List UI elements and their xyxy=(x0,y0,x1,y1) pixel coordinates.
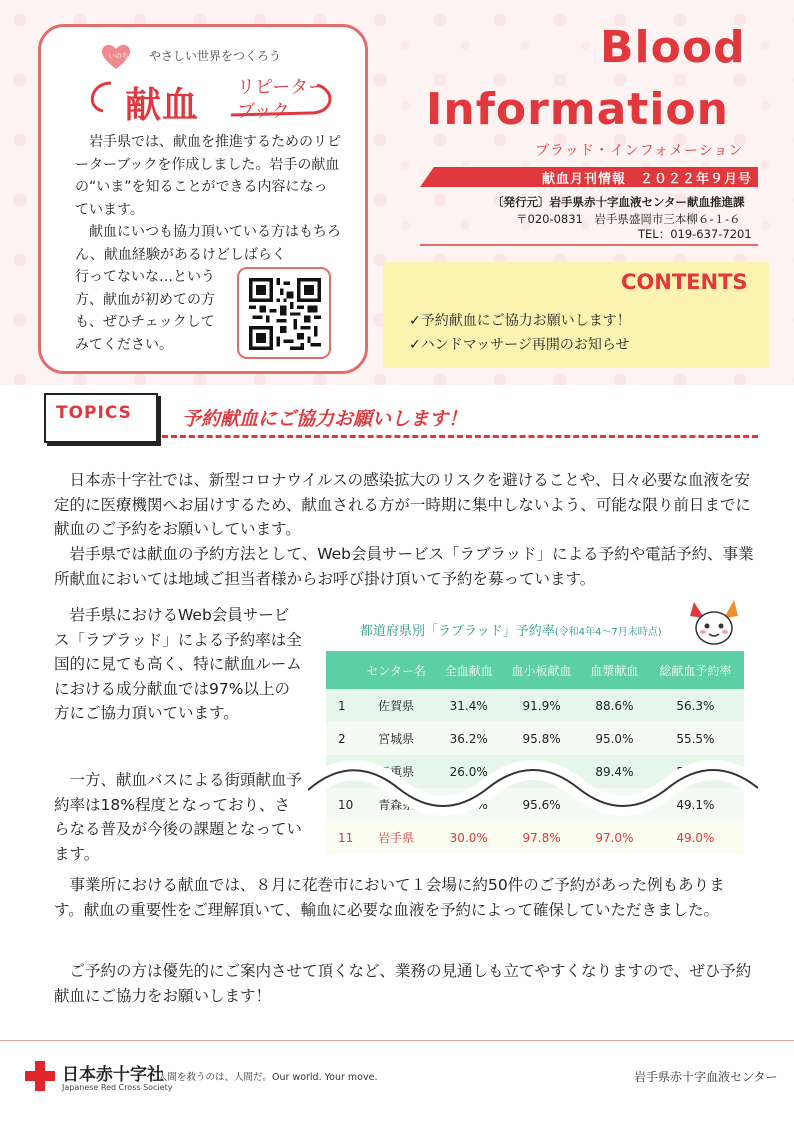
table-cell: 岩手県 xyxy=(356,821,436,854)
booklet-intro-3: 行ってないな…という方、献血が初めての方も、ぜひチェックしてみてください。 xyxy=(75,269,215,353)
table-cell: 1 xyxy=(326,689,356,722)
org-name: 日本赤十字社 xyxy=(62,1065,164,1085)
body-paragraph: 事業所における献血では、８月に花巻市において１会場に約50件のご予約があった例もあります。献血の重要性をご理解頂いて、輸血に必要な血液を予約によって確保していただきました。 xyxy=(54,876,725,919)
table-header: 全血献血 xyxy=(436,651,501,689)
masthead-kana: ブラッド・インフォメーション xyxy=(535,143,744,159)
booklet-slogan: やさしい世界をつくろう xyxy=(149,49,282,63)
booklet-title-sub2: ブック xyxy=(237,101,290,122)
issue-label: 献血月刊情報 ２０２２年９月号 xyxy=(542,172,753,187)
footer-divider xyxy=(0,1040,794,1041)
table-header-row xyxy=(326,651,744,689)
contents-box xyxy=(383,262,769,368)
blood-center-name: 岩手県赤十字血液センター xyxy=(634,1070,778,1084)
body-paragraph: 岩手県では献血の予約方法として、Web会員サービス「ラブラッド」による予約や電話予約、事業所献血においては地域ご担当者様からお呼び掛け頂いて予約を募っています。 xyxy=(54,545,754,588)
publisher: 〔発行元〕岩手県赤十字血液センター献血推進課 xyxy=(492,195,745,209)
table-cell: 56.3% xyxy=(647,689,744,722)
table-cell: 30.0% xyxy=(436,821,501,854)
body-paragraph: 岩手県におけるWeb会員サービス「ラブラッド」による予約率は全国的に見ても高く、特に献血ルームにおける成分献血では97%以上の方にご協力頂いています。 xyxy=(54,606,302,722)
table-cell: 26.0% xyxy=(436,755,501,788)
mascot-icon xyxy=(684,598,744,648)
table-cell: 佐賀県 xyxy=(356,689,436,722)
table-cell: 95.8% xyxy=(501,722,582,755)
svg-text:いのち: いのち xyxy=(108,52,129,60)
contents-item[interactable]: ✓ハンドマッサージ再開のお知らせ xyxy=(409,337,630,353)
table-cell: 52.5% xyxy=(647,755,744,788)
table-cell: 95.0% xyxy=(582,722,647,755)
table-cell: 89.4% xyxy=(582,755,647,788)
table-cell: 三重県 xyxy=(356,755,436,788)
table-cell: 97.0% xyxy=(582,821,647,854)
body-paragraph: 日本赤十字社では、新型コロナウイルスの感染拡大のリスクを避けることや、日々必要な血液を安定的に医療機関へお届けするため、献血される方が一時期に集中しないよう、可能な限り前日までに献血のご予約をお願いしています。 xyxy=(54,471,751,538)
table-cell: 94.0% xyxy=(582,788,647,821)
topics-tag-label: TOPICS xyxy=(56,403,132,423)
table-row xyxy=(326,722,744,755)
table-cell: 青森県 xyxy=(356,788,436,821)
table-title-note: (令和4年4～7月末時点) xyxy=(554,627,662,638)
publisher-divider xyxy=(420,244,758,246)
table-cell: 3 xyxy=(326,755,356,788)
body-paragraph: 一方、献血バスによる街頭献血予約率は18%程度となっており、さらなる普及が今後の課題となっています。 xyxy=(54,771,303,863)
table-cell: 29.9% xyxy=(436,788,501,821)
table-cell: 97.8% xyxy=(501,821,582,854)
table-cell: 55.5% xyxy=(647,722,744,755)
publisher-address: 〒020-0831 岩手県盛岡市三本柳６-１-６ xyxy=(516,212,741,226)
table-cell: 91.9% xyxy=(501,689,582,722)
table-cell: 11 xyxy=(326,821,356,854)
table-header xyxy=(326,651,356,689)
booklet-title: 献血 xyxy=(125,85,200,126)
heart-icon xyxy=(99,41,133,71)
table-header: 血漿献血 xyxy=(582,651,647,689)
table-title-main: 都道府県別「ラブラッド」予約率 xyxy=(360,624,555,639)
booklet-intro-1: 岩手県では、献血を推進するためのリピーターブックを作成しました。岩手の献血の“いま”を知ることができる内容になっています。 xyxy=(75,134,341,218)
org-name-en: Japanese Red Cross Society xyxy=(62,1083,173,1092)
table-cell: 88.6% xyxy=(582,689,647,722)
table-cell: 10 xyxy=(326,788,356,821)
table-row xyxy=(326,689,744,722)
masthead-title-line1: Blood xyxy=(600,22,746,73)
table-cell: 宮城県 xyxy=(356,722,436,755)
contents-heading: CONTENTS xyxy=(621,270,748,294)
publisher-tel: TEL：019-637-7201 xyxy=(638,227,752,241)
booklet-title-sub1: リピーター xyxy=(237,77,327,98)
qr-code-icon xyxy=(249,277,321,351)
table-cell: 90.4% xyxy=(501,755,582,788)
table-cell: 2 xyxy=(326,722,356,755)
reservation-rate-table xyxy=(326,651,744,854)
booklet-intro-2: 献血にいつも協力頂いている方はもちろん、献血経験があるけどしばらく xyxy=(75,224,341,263)
table-cell: 49.0% xyxy=(647,821,744,854)
red-cross-logo xyxy=(24,1060,56,1092)
table-header: 総献血予約率 xyxy=(647,651,744,689)
org-slogan: 人間を救うのは、人間だ。Our world. Your move. xyxy=(158,1072,378,1083)
qr-code-link[interactable] xyxy=(237,267,331,359)
table-header: センター名 xyxy=(356,651,436,689)
table-title xyxy=(360,620,662,639)
table-omission-wave xyxy=(308,760,758,816)
topics-tag xyxy=(44,393,158,443)
table-cell: 36.2% xyxy=(436,722,501,755)
table-header: 血小板献血 xyxy=(501,651,582,689)
body-paragraph: ご予約の方は優先的にご案内させて頂くなど、業務の見通しも立てやすくなりますので、ぜひ予約献血にご協力をお願いします！ xyxy=(54,962,752,1005)
masthead-title-line2: Information xyxy=(426,84,729,135)
table-cell: 49.1% xyxy=(647,788,744,821)
table-cell: 95.6% xyxy=(501,788,582,821)
booklet-intro xyxy=(75,131,341,266)
contents-item[interactable]: ✓予約献血にご協力お願いします！ xyxy=(409,313,631,329)
table-row-highlight xyxy=(326,821,744,854)
topics-title: 予約献血にご協力お願いします！ xyxy=(182,408,468,430)
repeater-book-card xyxy=(38,24,368,374)
topics-divider xyxy=(162,435,758,438)
table-cell: 31.4% xyxy=(436,689,501,722)
